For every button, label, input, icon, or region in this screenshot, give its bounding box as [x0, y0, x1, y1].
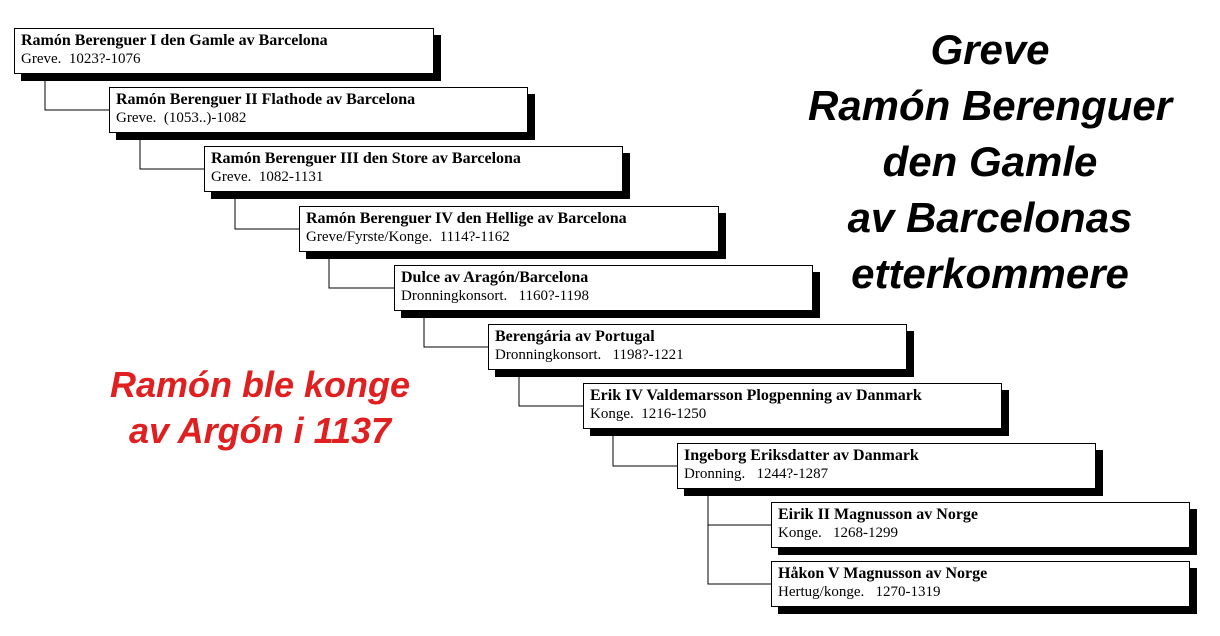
note-line: av Argón i 1137	[128, 410, 392, 451]
connector-line	[235, 191, 299, 229]
person-name: Ramón Berenguer III den Store av Barcelona	[211, 150, 521, 167]
person-name: Håkon V Magnusson av Norge	[778, 565, 988, 582]
person-info: Greve. (1053..)-1082	[116, 110, 247, 126]
person-info: Greve/Fyrste/Konge. 1114?-1162	[306, 229, 510, 245]
person-name: Ingeborg Eriksdatter av Danmark	[684, 447, 919, 464]
diagram-title	[760, 22, 1220, 302]
person-box	[771, 502, 1190, 548]
person-box	[583, 383, 1002, 429]
connector-line	[708, 525, 771, 584]
title-line: Greve	[930, 26, 1050, 73]
person-name: Ramón Berenguer I den Gamle av Barcelona	[21, 32, 328, 49]
person-info: Greve. 1023?-1076	[21, 51, 141, 67]
person-name: Dulce av Aragón/Barcelona	[401, 269, 589, 286]
person-info: Konge. 1216-1250	[590, 406, 707, 422]
person-box	[771, 561, 1190, 607]
person-box	[109, 87, 528, 133]
person-info: Greve. 1082-1131	[211, 169, 324, 185]
connector-line	[424, 310, 488, 347]
person-box	[488, 324, 907, 370]
note-line: Ramón ble konge	[109, 364, 411, 405]
person-name: Ramón Berenguer II Flathode av Barcelona	[116, 91, 416, 108]
connector-line	[45, 73, 109, 110]
person-info: Dronningkonsort. 1198?-1221	[495, 347, 684, 363]
title-line: den Gamle	[882, 138, 1098, 185]
person-info: Konge. 1268-1299	[778, 525, 898, 541]
person-info: Dronningkonsort. 1160?-1198	[401, 288, 590, 304]
person-box	[204, 146, 623, 192]
person-name: Eirik II Magnusson av Norge	[778, 506, 979, 523]
person-box	[677, 443, 1096, 489]
connector-line	[329, 251, 394, 288]
connector-line	[519, 369, 583, 406]
person-info: Hertug/konge. 1270-1319	[778, 584, 941, 600]
title-line: etterkommere	[851, 250, 1129, 297]
person-name: Ramón Berenguer IV den Hellige av Barcelona	[306, 210, 627, 227]
connector-line	[140, 132, 204, 169]
person-box	[14, 28, 434, 74]
connector-line	[708, 488, 771, 525]
person-box	[394, 265, 813, 311]
connector-line	[613, 428, 677, 466]
annotation-note	[60, 362, 460, 454]
person-name: Erik IV Valdemarsson Plogpenning av Danmark	[590, 387, 922, 404]
person-box	[299, 206, 719, 252]
title-line: Ramón Berenguer	[807, 82, 1173, 129]
person-name: Berengária av Portugal	[495, 328, 655, 345]
person-info: Dronning. 1244?-1287	[684, 466, 829, 482]
title-line: av Barcelonas	[847, 194, 1133, 241]
